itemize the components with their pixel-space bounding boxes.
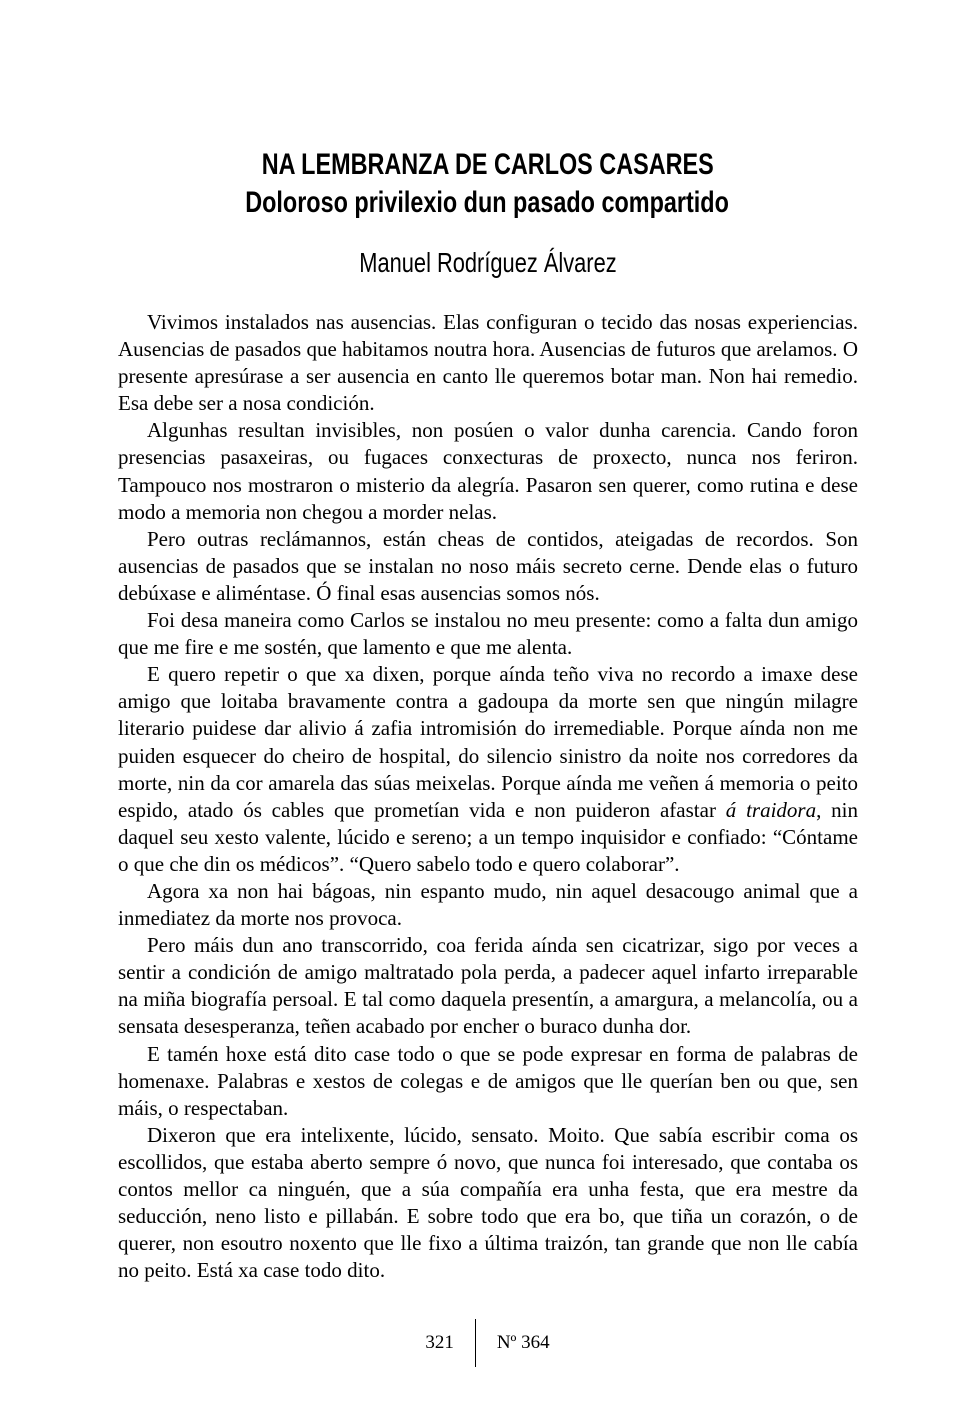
italic-phrase: á traidora	[725, 797, 817, 822]
paragraph: Foi desa maneira como Carlos se instalou no meu presente: como a falta dun amigo que me fire e me sostén, que lamento e que me alenta.	[118, 608, 858, 660]
title-block	[0, 146, 975, 280]
author-name	[0, 246, 975, 280]
page-title-text: NA LEMBRANZA DE CARLOS CASARES	[261, 148, 714, 181]
paragraph: Agora xa non hai bágoas, nin espanto mudo, nin aquel desacougo animal que a inmediatez da morte nos provoca.	[118, 878, 858, 931]
page-subtitle-text: Doloroso privilexio dun pasado compartido	[245, 186, 730, 219]
page-subtitle	[0, 184, 975, 222]
paragraph: Dixeron que era intelixente, lúcido, sensato. Moito. Que sabía escribir coma os escollidos, que estaba aberto sempre ó novo, que nunca foi interesado, que contaba os contos mellor ca ninguén, que a súa compañía era unha festa, que era mestre da seducción, neno listo e pillabán. E sobre todo que era bo, que tiña un corazón, o de querer, non esoutro noxento que lle fixo a última traizón, tan grande que non lle cabía no peito. Está xa case todo dito.	[118, 1122, 858, 1283]
author-name-text: Manuel Rodríguez Álvarez	[358, 247, 617, 278]
page-footer	[0, 1319, 975, 1367]
page-number: 321	[425, 1332, 454, 1353]
paragraph: E tamén hoxe está dito case todo o que se pode expresar en forma de palabras de homenaxe. Palabras e xestos de colegas e de amigos que lle querían ben ou que, sen máis, o respectaban.	[118, 1041, 858, 1120]
paragraph: Pero máis dun ano transcorrido, coa ferida aínda sen cicatrizar, sigo por veces a sentir a condición de amigo maltratado pola perda, a padecer aquel infarto irreparable na miña biografía persoal. E tal como daquela presentín, a amargura, a melancolía, ou a sensata desesperanza, teñen acabado por encher o buraco dunha dor.	[118, 933, 858, 1039]
article-body	[118, 309, 858, 1284]
paragraph	[118, 661, 858, 878]
issue-number: Nº 364	[496, 1332, 550, 1353]
paragraph: Pero outras reclámannos, están cheas de contidos, ateigadas de recordos. Son ausencias de pasados que se instalan no noso máis secreto cerne. Dende elas o futuro debúxase e aliméntase. Ó final esas ausencias somos nós.	[118, 526, 858, 605]
paragraph-run: , nin daquel seu xesto valente, lúcido e sereno; a un tempo inquisidor e confiado: “Cóntame o que che din os médicos”. “Quero sabelo todo e quero colaborar”.	[118, 797, 859, 876]
page-title	[0, 146, 975, 184]
paragraph: Algunhas resultan invisibles, non posúen o valor dunha carencia. Cando foron presencias pasaxeiras, ou fugaces conxecturas de proxecto, nunca nos feriron. Tampouco nos mostraron o misterio da alegría. Pasaron sen querer, como rutina e dese modo a memoria non chegou a morder nelas.	[118, 418, 858, 524]
paragraph: Vivimos instalados nas ausencias. Elas configuran o tecido das nosas experiencias. Ausencias de pasados que habitamos noutra hora. Ausencias de futuros que arelamos. O presente apresúrase a ser ausencia en canto lle queremos botar man. Non hai remedio. Esa debe ser a nosa condición.	[118, 310, 858, 416]
paragraph-run: E quero repetir o que xa dixen, porque aínda teño viva no recordo a imaxe dese amigo que loitaba bravamente contra a gadoupa da morte sen que ningún milagre literario puidese dar alivio á zafia intromisión do irremediable. Porque aínda non me puiden esquecer do cheiro de hospital, do silencio sinistro da noite nos corredores da morte, nin da cor amarela das súas meixelas. Porque aínda me veñen á memoria o peito espido, atado ós cables que prometían vida e non puideron afastar	[118, 662, 858, 822]
